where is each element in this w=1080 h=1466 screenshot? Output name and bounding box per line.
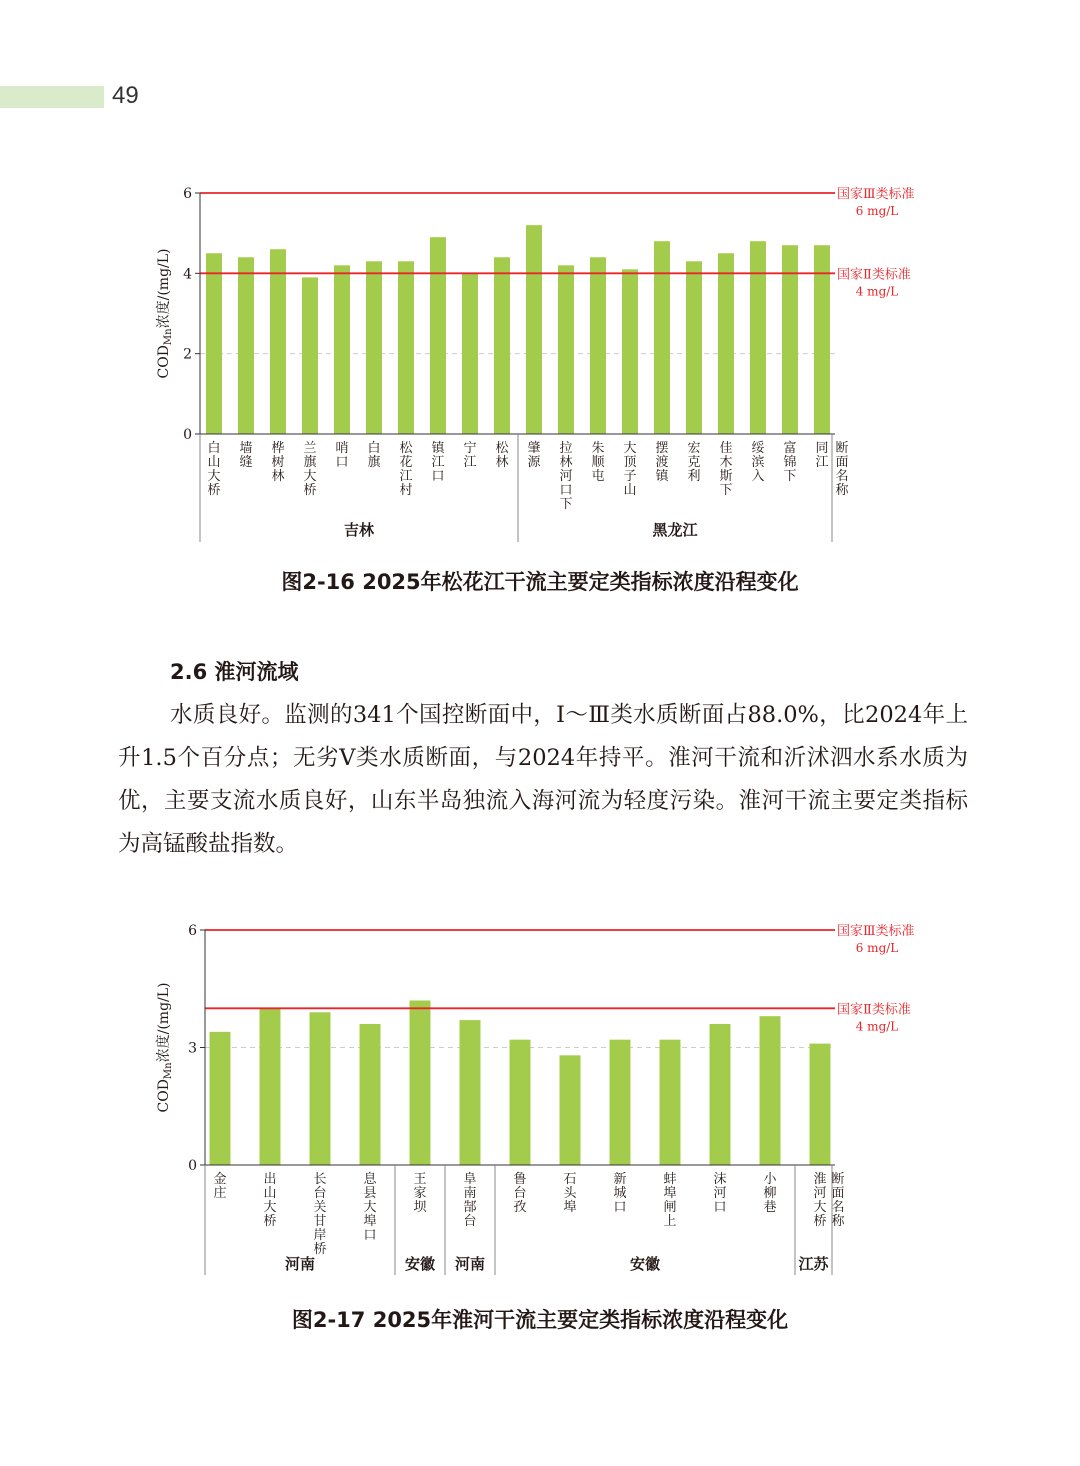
bar	[610, 1040, 631, 1165]
bar	[462, 273, 478, 434]
category-label: 出山大桥	[263, 1172, 277, 1229]
bar	[560, 1055, 581, 1165]
category-label: 同江	[815, 441, 829, 470]
bar	[334, 265, 350, 434]
category-label: 息县大埠口	[363, 1172, 377, 1243]
category-label: 摆渡镇	[655, 441, 669, 484]
category-label: 宏克利	[687, 441, 701, 484]
bar	[210, 1032, 231, 1165]
category-label: 松花江村	[399, 441, 413, 498]
y-axis-label: $COD_{Mn}$浓度/(mg/L)	[156, 982, 174, 1113]
bar	[558, 265, 574, 434]
category-label: 淮河大桥	[813, 1172, 827, 1229]
category-label: 长台关甘岸桥	[313, 1172, 327, 1257]
body-paragraph: 水质良好。监测的341个国控断面中，Ⅰ～Ⅲ类水质断面占88.0%，比2024年上升1.5个百分点；无劣Ⅴ类水质断面，与2024年持平。淮河干流和沂沭泗水系水质为优，主要支流水质良好，山东半岛独流入海河流为轻度污染。淮河干流主要定类指标为高锰酸盐指数。	[118, 702, 968, 857]
category-label: 墙缝	[239, 441, 253, 470]
category-label: 新城口	[613, 1172, 627, 1215]
bar	[310, 1012, 331, 1165]
group-label: 安徽	[629, 1255, 661, 1273]
y-tick-label: 6	[188, 923, 197, 939]
bar	[750, 241, 766, 434]
figure-caption-2-16: 图2-16 2025年松花江干流主要定类指标浓度沿程变化	[281, 570, 799, 594]
bar	[206, 253, 222, 434]
category-label: 鲁台孜	[513, 1172, 527, 1215]
category-label: 石头埠	[563, 1172, 577, 1215]
bar	[526, 225, 542, 434]
category-label: 金庄	[213, 1172, 227, 1201]
category-label: 王家坝	[413, 1172, 427, 1215]
page-number-tab	[0, 86, 104, 108]
group-label: 安徽	[404, 1255, 436, 1273]
bar	[510, 1040, 531, 1165]
bar	[360, 1024, 381, 1165]
category-label: 松林	[495, 441, 509, 470]
bar	[622, 269, 638, 434]
category-label: 桦树林	[271, 441, 285, 484]
bar	[260, 1008, 281, 1165]
category-label: 宁江	[463, 441, 477, 470]
y-axis-label: $COD_{Mn}$浓度/(mg/L)	[156, 248, 174, 379]
section-title: 2.6 淮河流域	[170, 660, 299, 684]
group-label: 吉林	[343, 521, 375, 539]
figure-caption-2-17: 图2-17 2025年淮河干流主要定类指标浓度沿程变化	[291, 1308, 789, 1332]
standard-label: 国家Ⅱ类标准	[837, 1002, 911, 1018]
bar	[686, 261, 702, 434]
category-label: 绥滨入	[751, 441, 765, 484]
category-label: 朱顺屯	[591, 441, 605, 484]
y-tick-label: 0	[188, 1158, 197, 1174]
y-tick-label: 2	[183, 346, 192, 363]
group-label: 河南	[454, 1255, 486, 1273]
standard-label: 国家Ⅲ类标准	[837, 187, 915, 202]
bar	[366, 261, 382, 434]
category-label: 白山大桥	[207, 441, 221, 498]
y-tick-label: 4	[183, 266, 192, 283]
bar	[710, 1024, 731, 1165]
bar	[410, 1001, 431, 1166]
huaihe-chart	[0, 905, 1080, 1305]
standard-unit: 4 mg/L	[855, 284, 899, 299]
bar	[810, 1044, 831, 1165]
category-label: 白旗	[367, 441, 381, 470]
bar	[760, 1016, 781, 1165]
x-axis-end-label: 断面名称	[831, 1172, 845, 1229]
category-label: 兰旗大桥	[303, 441, 317, 498]
category-label: 大顶子山	[623, 441, 637, 498]
bar	[494, 257, 510, 434]
category-label: 镇江口	[431, 441, 445, 484]
bar	[660, 1040, 681, 1165]
category-label: 沫河口	[713, 1172, 727, 1215]
group-label: 黑龙江	[652, 521, 698, 539]
category-label: 小柳巷	[763, 1172, 777, 1215]
bar	[590, 257, 606, 434]
page-number: 49	[112, 82, 139, 109]
songhua-chart	[0, 170, 1080, 590]
category-label: 佳木斯下	[719, 441, 733, 498]
bar	[398, 261, 414, 434]
x-axis-end-label: 断面名称	[835, 441, 849, 498]
standard-label: 国家Ⅲ类标准	[837, 924, 915, 939]
category-label: 哨口	[335, 441, 349, 470]
bar	[718, 253, 734, 434]
bar	[238, 257, 254, 434]
standard-unit: 6 mg/L	[855, 941, 899, 955]
category-label: 拉林河口下	[559, 441, 573, 512]
y-tick-label: 3	[188, 1040, 197, 1057]
standard-unit: 4 mg/L	[855, 1019, 899, 1034]
group-label: 河南	[284, 1255, 316, 1273]
bar	[460, 1020, 481, 1165]
y-tick-label: 0	[183, 427, 192, 443]
bar	[302, 277, 318, 434]
category-label: 肇源	[527, 441, 541, 470]
bar	[430, 237, 446, 434]
bar	[654, 241, 670, 434]
group-label: 江苏	[798, 1255, 829, 1273]
bar	[270, 249, 286, 434]
category-label: 阜南郜台	[463, 1172, 477, 1229]
standard-label: 国家Ⅱ类标准	[837, 267, 911, 283]
category-label: 蚌埠闸上	[663, 1172, 677, 1229]
category-label: 富锦下	[783, 441, 797, 484]
standard-unit: 6 mg/L	[855, 204, 899, 218]
y-tick-label: 6	[183, 186, 192, 202]
